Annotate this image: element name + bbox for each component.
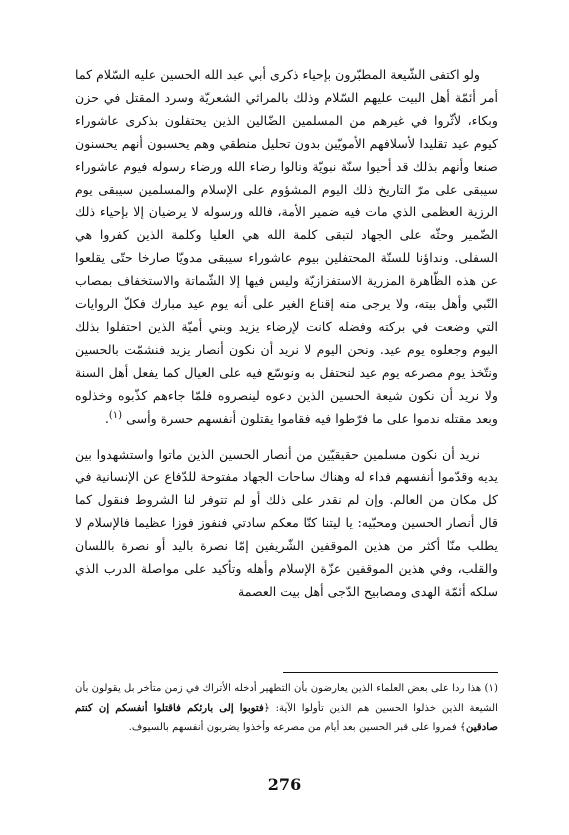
paragraph-2: نريد أن نكون مسلمين حقيقيّين من أنصار الحسين الذين ماتوا واستشهدوا بين يديه وقدّموا أنفسهم فداء له وهناك ساحات الجهاد مفتوحة للدّفاع عن الإنسانية في كل مكان من العالم. وإن لم نقدر على ذلك أو لم تتوفر لنا الشروط فنقول كما قال أنصار الحسين ومحبّيه: يا ليتنا كنّا معكم سادتي فنفوز فوزا عظيما فالإسلام لا يطلب منّا أكثر من هذين الموقفين الشّريفين إمّا نصرة باليد أو نصرة باللسان والقلب، وفي هذين الموقفين عزّة الإسلام وأهله وتأكيد على مواصلة الدرب الذي سلكه أئمّة الهدى ومصابيح الدّجى أهل بيت العصمة [75, 446, 498, 599]
paragraph-1: ولو اكتفى الشّيعة المطبّرون بإحياء ذكرى أبي عبد الله الحسين عليه السّلام كما أمر أئمّة أهل البيت عليهم السّلام وذلك بالمراثي الشعريّة وسرد المقتل في حزن وبكاء، لأثّروا في غيرهم من المسلمين الضّالين الذين يحتفلون بذكرى عاشوراء كيوم عيد تقليدا لأسلافهم الأمويّين بدون تحليل منطقي وهم يحسبون أنهم يحسنون صنعا وأنهم بذلك قد أحيوا سنّة نبويّة ونالوا رضاء الله ورضاء رسوله فيوم عاشوراء سيبقى على مرّ التاريخ ذلك اليوم المشؤوم على الإسلام والمسلمين سيبقى يوم الرزية العظمى الذي مات فيه ضمير الأمة، فالله ورسوله لا يرضيان إلا بإحياء ذلك الضّمير وحثّه على الجهاد لتبقى كلمة الله هي العليا وكلمة الذين كفروا هي السفلى. ونداؤنا للسنّة المحتفلين بيوم عاشوراء سيبقى مدويّا صارخا حتّى يقلعوا عن هذه الظّاهرة المزرية الاستفزازيّة وليس فيها إلا الشّماتة والاستخفاف بمصاب النّبي وأهل بيته، ولا يرجى منه إقناع الغير على أنه يوم عيد مبارك فكلّ الروايات التي وضعت في بركته وفضله كانت لإرضاء يزيد وبني أميّة الذين احتفلوا بذلك اليوم وجعلوه يوم عيد. ونحن اليوم لا نريد أن نكون أنصار يزيد فنشمّت بالحسين ونتّخذ يوم مصرعه يوم عيد لنحتفل به ونوسّع فيه على العيال كما يفعل أهل السنة ولا نريد أن نكون شيعة الحسين الذين دعوه لينصروه فلمّا جاءهم كذّبوه وخذلوه وبعد مقتله ندموا على ما فرّطوا فيه فقاموا يقتلون أنفسهم حسرة وأسى $^{(١)}$. [75, 67, 498, 426]
footnote [75, 680, 498, 738]
paragraph-1-text: ولو اكتفى الشّيعة المطبّرون بإحياء ذكرى أبي عبد الله الحسين عليه السّلام كما أمر أئمّة أهل البيت عليهم السّلام وذلك بالمراثي الشعريّة وسرد المقتل في حزن وبكاء، لأثّروا في غيرهم من المسلمين الضّالين الذين يحتفلون بذكرى عاشوراء كيوم عيد تقليدا لأسلافهم الأمويّين بدون تحليل منطقي وهم يحسبون أنهم يحسنون صنعا وأنهم بذلك قد أحيوا سنّة نبويّة ونالوا رضاء الله ورضاء رسوله فيوم عاشوراء سيبقى على مرّ التاريخ ذلك اليوم المشؤوم على الإسلام والمسلمين سيبقى يوم الرزية العظمى الذي مات فيه ضمير الأمة، فالله ورسوله لا يرضيان إلا بإحياء ذلك الضّمير وحثّه على الجهاد لتبقى كلمة الله هي العليا وكلمة الذين كفروا هي السفلى. ونداؤنا للسنّة المحتفلين بيوم عاشوراء سيبقى مدويّا صارخا حتّى يقلعوا عن هذه الظّاهرة المزرية الاستفزازيّة وليس فيها إلا الشّماتة والاستخفاف بمصاب النّبي وأهل بيته، ولا يرجى منه إقناع الغير على أنه يوم عيد مبارك فكلّ الروايات التي وضعت في بركته وفضله كانت لإرضاء يزيد وبني أميّة الذين احتفلوا بذلك اليوم وجعلوه يوم عيد. ونحن اليوم لا نريد أن نكون أنصار يزيد فنشمّت بالحسين ونتّخذ يوم مصرعه يوم عيد لنحتفل به ونوسّع فيه على العيال كما يفعل أهل السنة ولا نريد أن نكون شيعة الحسين الذين دعوه لينصروه فلمّا جاءهم كذّبوه وخذلوه وبعد مقتله ندموا على ما فرّطوا فيه فقاموا يقتلون أنفسهم حسرة وأسى [75, 67, 498, 426]
footnote-separator [283, 672, 498, 673]
footnote-quran-verse: فتوبوا إلى بارئكم فاقتلوا أنفسكم إن كنتم صادقين [75, 701, 498, 733]
footnote-text-end: ﴾ فمروا على قبر الحسين بعد أيام من مصرعه وأخذوا يضربون أنفسهم بالسيوف. [128, 722, 466, 733]
footnote-text-start: (١) هذا ردا على بعض العلماء الذين يعارضون بأن التطهير أدخله الأتراك في زمن متأخر بل يقولون بأن الشيعة الذين خذلوا الحسين هم الذين تأولوا الآية: ﴿ [75, 683, 498, 714]
main-text [75, 64, 498, 604]
page-number: 276 [267, 775, 302, 794]
footnote-marker: (١) [108, 409, 123, 421]
